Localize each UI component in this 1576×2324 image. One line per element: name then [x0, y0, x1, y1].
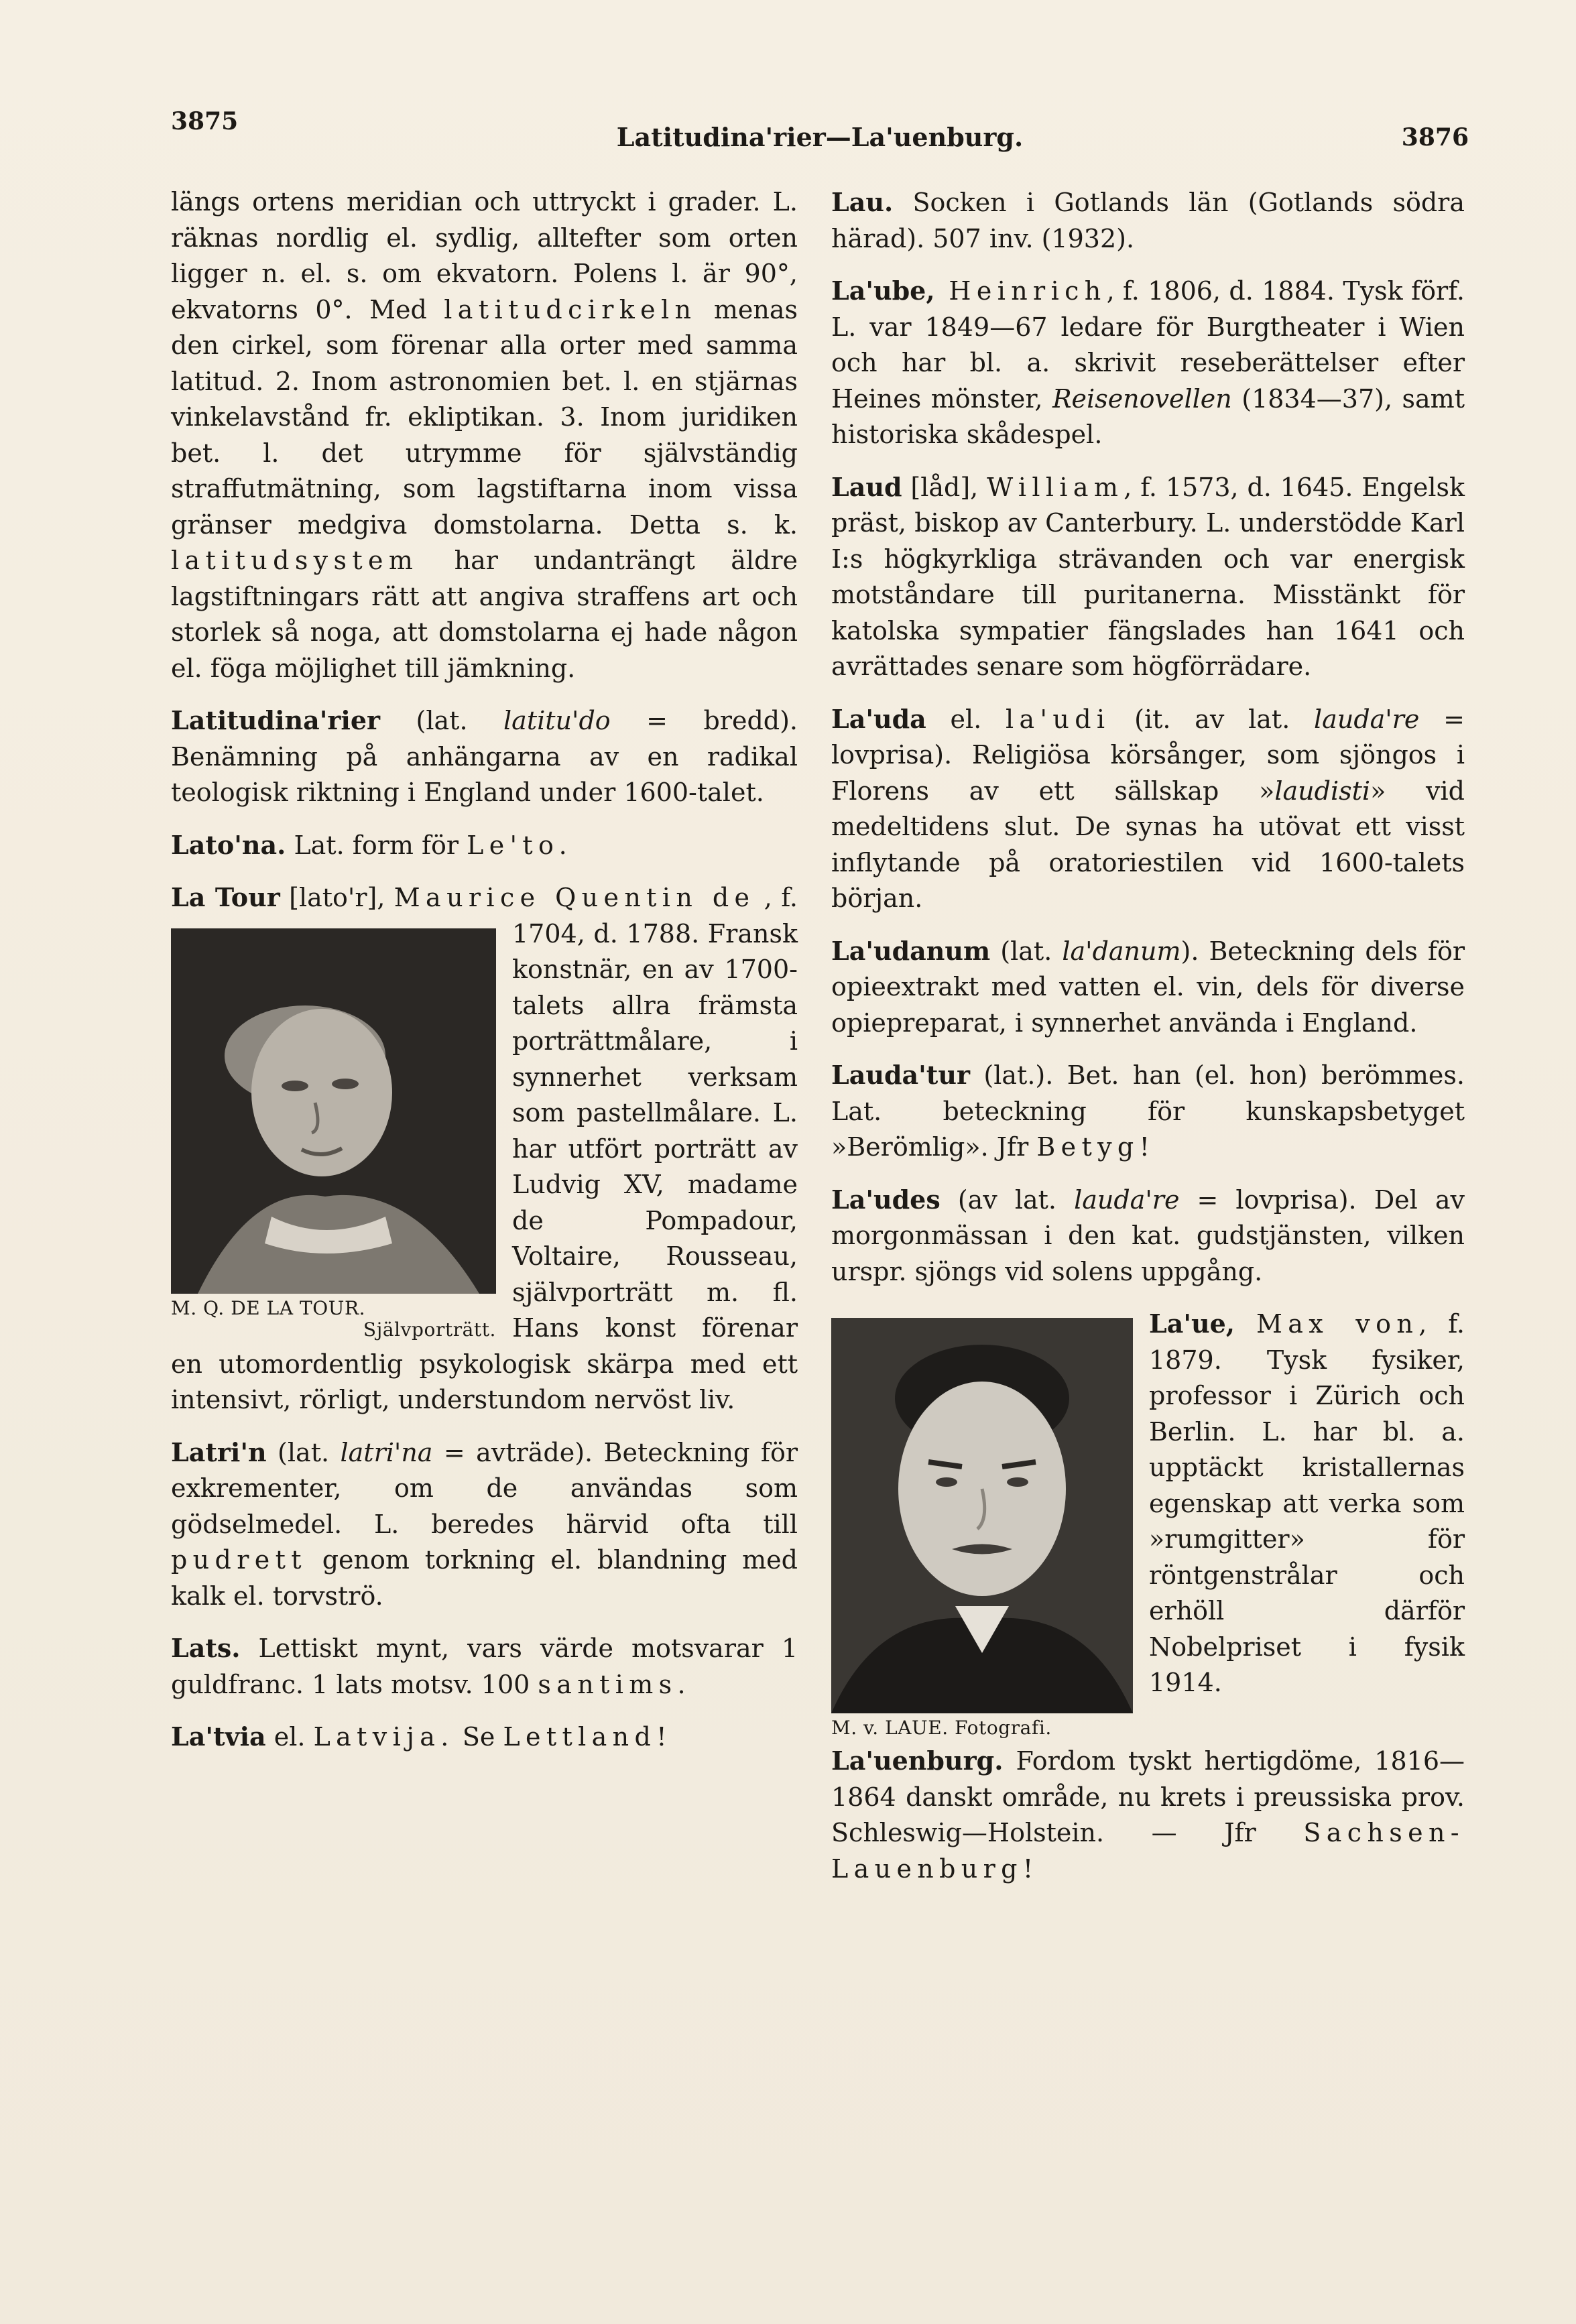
- entry-latona: Lato'na. Lat. form för Le'to.: [171, 829, 573, 860]
- entry-laudanum: La'udanum (lat. la'danum). Beteckning dels för opieextrakt med vatten el. vin, dels för diverse opiepreparat, i synnerhet använda i England.: [831, 935, 1465, 1038]
- portrait-image: [831, 1318, 1133, 1713]
- left-column: [171, 184, 798, 1772]
- entry-lau: Lau. Socken i Gotlands län (Gotlands södra härad). 507 inv. (1932).: [831, 187, 1465, 253]
- portrait-la-tour: [171, 928, 496, 1341]
- entry-lauenburg: La'uenburg. Fordom tyskt hertigdöme, 1816—1864 danskt område, nu krets i preussiska prov. Schleswig—Holstein. — Jfr Sachsen-Lauenburg!: [831, 1746, 1465, 1884]
- portrait-image: [171, 928, 496, 1294]
- portrait-caption: M. Q. DE LA TOUR. Självporträtt.: [171, 1296, 496, 1341]
- right-column: [831, 184, 1465, 1903]
- entry-laudes: La'udes (av lat. lauda're = lovprisa). Del av morgonmässan i den kat. gudstjänsten, vilken urspr. sjöngs vid solens uppgång.: [831, 1184, 1465, 1286]
- running-title: Latitudina'rier—La'uenburg.: [616, 122, 1024, 152]
- entry-la-tour: La Tour [lato'r], Maurice Quentin de M. Q. DE LA TOUR. Självporträtt. , f. 1704, d. 1788. Fransk konstnär, en av 1700-talets allra främsta porträttmålare, i synnerhet verksam som pastellmålare. L. har utfört porträtt av Ludvig XV, madame de Pompadour, Voltaire, Rousseau, självporträtt m. fl. Hans konst förenar en utomordentlig psykologisk skärpa med ett intensivt, rörligt, understundom nervöst liv.: [171, 882, 798, 1414]
- entry-lauda: La'uda el. la'udi (it. av lat. lauda're = lovprisa). Religiösa körsånger, som sjöngos i Florens av ett sällskap »laudisti» vid medeltidens slut. De synas ha utövat ett visst inflytande på oratoriestilen vid 1600-talets början.: [831, 703, 1465, 913]
- entry-latitudinarier: Latitudina'rier (lat. latitu'do = bredd). Benämning på anhängarna av en radikal teologisk riktning i England under 1600-talet.: [171, 705, 798, 807]
- entry-latvia: La'tvia el. Latvija. Se Lettland!: [171, 1721, 672, 1752]
- portrait-laue: [831, 1318, 1133, 1739]
- entry-laube: La'ube, Heinrich, f. 1806, d. 1884. Tysk förf. L. var 1849—67 ledare för Burgtheater i Wien och har bl. a. skrivit reseberättelser efter Heines mönster, Reisenovellen (1834—37), samt historiska skådespel.: [831, 276, 1465, 449]
- entry-laue: M. v. LAUE. Fotografi. La'ue, Max von, f. 1879. Tysk fysiker, professor i Zürich och Berlin. L. har bl. a. upptäckt kristallernas egenskap att verka som »rumgitter» för röntgenstrålar och erhöll därför Nobelpriset i fysik 1914.: [831, 1308, 1465, 1739]
- entry-laudatur: Lauda'tur (lat.). Bet. han (el. hon) berömmes. Lat. beteckning för kunskapsbetyget »Berömlig». Jfr Betyg!: [831, 1060, 1465, 1162]
- entry-latrin: Latri'n (lat. latri'na = avträde). Beteckning för exkrementer, om de användas som gödselmedel. L. beredes härvid ofta till pudrett genom torkning el. blandning med kalk el. torvströ.: [171, 1436, 798, 1611]
- entry-laud: Laud [låd], William, f. 1573, d. 1645. Engelsk präst, biskop av Canterbury. L. understödde Karl I:s högkyrkliga strävanden och var energisk motståndare till puritanerna. Misstänkt för katolska sympatier fängslades han 1641 och avrättades senare som högförrädare.: [831, 471, 1465, 681]
- entry-latitud-continued: längs ortens meridian och uttryckt i grader. L. räknas nordlig el. sydlig, alltefter som orten ligger n. el. s. om ekvatorn. Polens l. är 90°, ekvatorns 0°. Med latitudcirkeln menas den cirkel, som förenar alla orter med samma latitud. 2. Inom astronomien bet. l. en stjärnas vinkelavstånd fr. ekliptikan. 3. Inom juridiken bet. l. det utrymme för självständig straffutmätning, som lagstiftarna inom vissa gränser medgiva domstolarna. Detta s. k. latitudsystem har undanträngt äldre lagstiftningars rätt att angiva straffens art och storlek så noga, att domstolarna ej hade någon el. föga möjlighet till jämkning.: [171, 187, 798, 683]
- page-header: [171, 107, 1469, 161]
- page-number-right: 3876: [1401, 123, 1469, 151]
- entry-lats: Lats. Lettiskt mynt, vars värde motsvarar 1 guldfranc. 1 lats motsv. 100 santims.: [171, 1633, 798, 1699]
- page-number-left: 3875: [171, 107, 239, 135]
- portrait-caption: M. v. LAUE. Fotografi.: [831, 1717, 1052, 1739]
